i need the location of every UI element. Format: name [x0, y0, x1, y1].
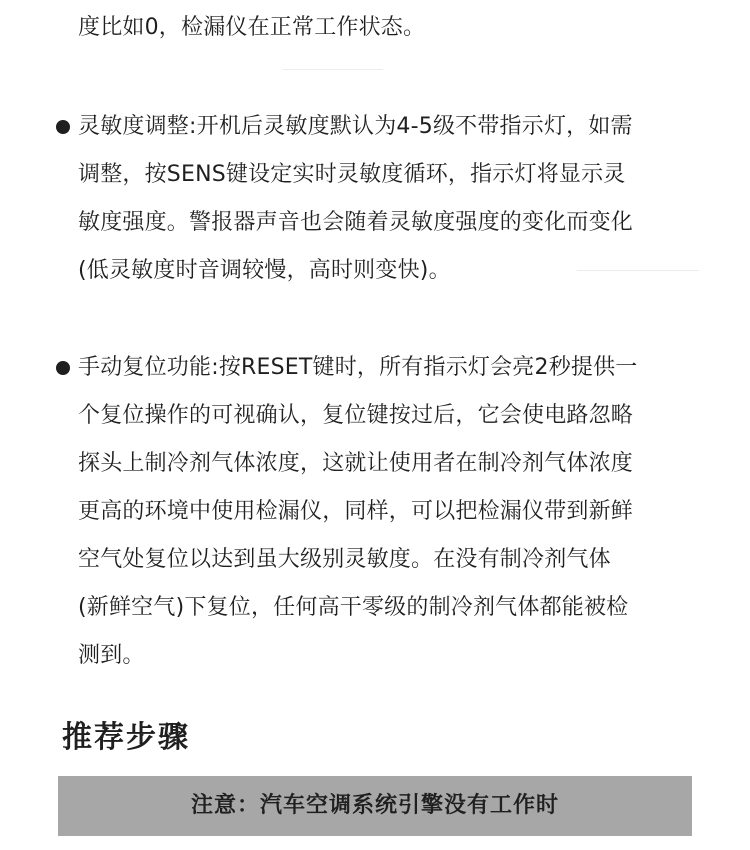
- reset-line-7: 测到。: [78, 643, 145, 668]
- sensitivity-line-3: 敏度强度。警报器声音也会随着灵敏度强度的变化而变化: [78, 210, 634, 235]
- intro-line-1: 度比如0，检漏仪在正常工作状态。: [78, 15, 426, 40]
- sensitivity-line-2: 调整，按SENS键设定实时灵敏度循环，指示灯将显示灵: [78, 162, 626, 187]
- reset-line-6: (新鲜空气)下复位，任何高干零级的制冷剂气体都能被检: [78, 595, 629, 620]
- reset-line-5: 空气处复位以达到虽大级别灵敏度。在没有制冷剂气体: [78, 547, 611, 572]
- reset-bullet-icon: [56, 361, 70, 375]
- recommended-steps-title: 推荐步骤: [62, 720, 190, 755]
- notice-bar: [58, 776, 692, 836]
- reset-line-3: 探头上制冷剂气体浓度，这就让使用者在制冷剂气体浓度: [78, 451, 634, 476]
- faint-divider-top: [283, 69, 383, 70]
- reset-line-4: 更高的环境中使用检漏仪，同样，可以把检漏仪带到新鲜: [78, 499, 634, 524]
- sensitivity-bullet-icon: [56, 120, 70, 134]
- reset-line-1: 手动复位功能:按RESET键时，所有指示灯会亮2秒提供一: [78, 355, 638, 380]
- reset-line-2: 个复位操作的可视确认，复位键按过后，它会使电路忽略: [78, 403, 634, 428]
- notice-text: 注意：汽车空调系统引擎没有工作时: [190, 793, 559, 818]
- sensitivity-line-1: 灵敏度调整:开机后灵敏度默认为4-5级不带指示灯，如需: [78, 114, 633, 139]
- sensitivity-line-4: (低灵敏度时音调较慢，高时则变快)。: [78, 258, 451, 283]
